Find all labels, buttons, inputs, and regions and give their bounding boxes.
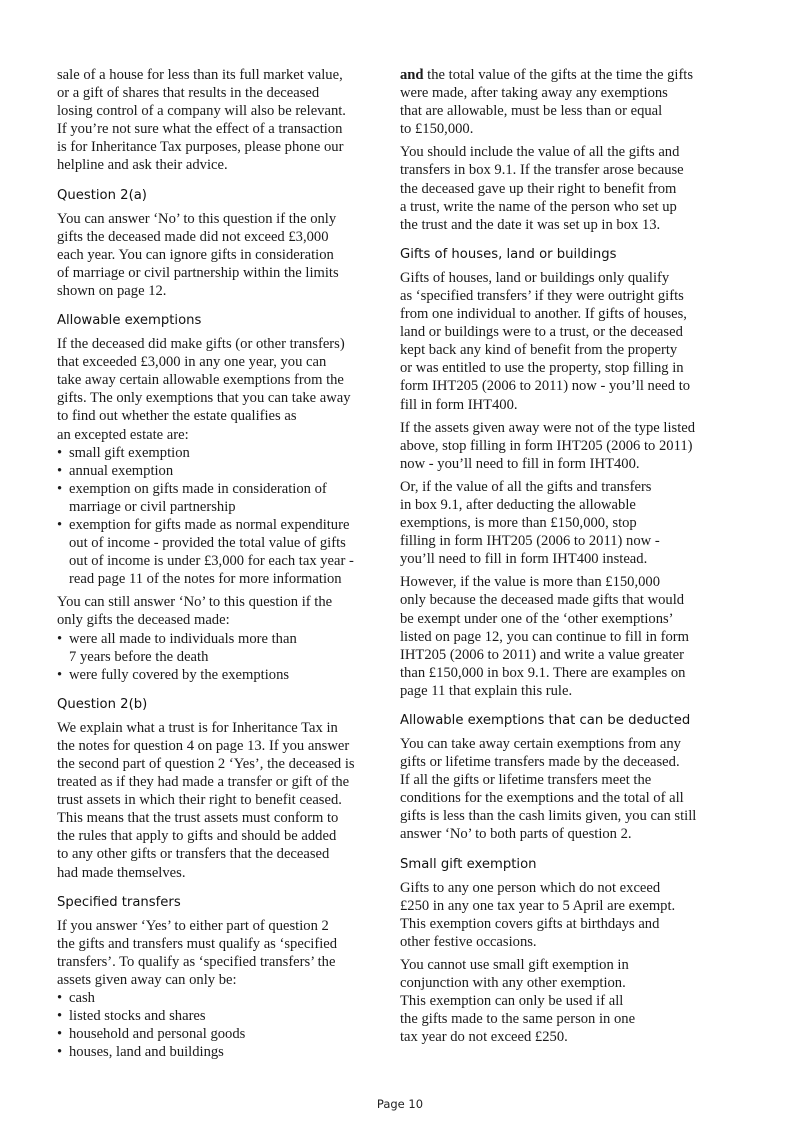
text-line: as ‘specified transfers’ if they were outright gifts — [400, 287, 684, 304]
list-item-text: out of income - provided the total value of gifts — [69, 535, 346, 552]
text-line: had made themselves. — [57, 864, 186, 881]
text-line: You can answer ‘No’ to this question if the only — [57, 210, 337, 227]
text-line: answer ‘No’ to both parts of question 2. — [400, 826, 632, 843]
text-line: listed on page 12, you can continue to fill in form — [400, 628, 689, 645]
text-line: the notes for question 4 on page 13. If you answer — [57, 737, 350, 754]
text-line: conditions for the exemptions and the total of all — [400, 790, 684, 807]
text-line: the second part of question 2 ‘Yes’, the deceased is — [57, 756, 355, 772]
text-line: gifts. The only exemptions that you can take away — [57, 390, 351, 407]
text-line: treated as if they had made a transfer or gift of the — [57, 774, 350, 791]
text-line: from one individual to another. If gifts of houses, — [400, 306, 687, 323]
list-item — [57, 516, 387, 588]
text-line: only gifts the deceased made: — [57, 612, 230, 629]
text-line: trust assets in which their right to benefit ceased. — [57, 792, 342, 809]
text-line: to any other gifts or transfers that the deceased — [57, 846, 330, 863]
list-item-text: read page 11 of the notes for more information — [69, 571, 342, 588]
text-line: that exceeded £3,000 in any one year, you can — [57, 354, 327, 371]
allowable-exemptions-paragraph — [57, 335, 387, 444]
deductible-exemptions-paragraph — [400, 735, 730, 844]
list-item — [57, 480, 387, 516]
list-item-text: household and personal goods — [69, 1026, 246, 1043]
text-line: the trust and the date it was set up in box 13. — [400, 216, 661, 233]
list-item — [57, 666, 387, 684]
text-line: page 11 that explain this rule. — [400, 682, 573, 699]
specified-transfers-list — [57, 989, 387, 1061]
text-line: You cannot use small gift exemption in — [400, 956, 629, 973]
not-type-listed-paragraph — [400, 419, 730, 473]
list-item-text: marriage or civil partnership — [69, 498, 236, 515]
text-line: filling in form IHT205 (2006 to 2011) now - — [400, 533, 660, 550]
right-column — [400, 66, 730, 1051]
text-line: to £150,000. — [400, 121, 474, 138]
left-column — [57, 66, 387, 1066]
text-line: losing control of a company will also be relevant. — [57, 103, 346, 120]
text-line: If the assets given away were not of the type listed — [400, 419, 696, 436]
text-line: land or buildings were to a trust, or the deceased — [400, 324, 683, 341]
question-2b-heading: Question 2(b) — [57, 696, 148, 712]
text-line: the gifts and transfers must qualify as ‘specified — [57, 935, 338, 952]
list-item-text: were fully covered by the exemptions — [69, 666, 290, 683]
text-line: an excepted estate are: — [57, 426, 189, 443]
text-line: gifts is less than the cash limits given, you can still — [400, 808, 697, 825]
text-line: fill in form IHT400. — [400, 396, 518, 413]
text-line: than £150,000 in box 9.1. There are examples on — [400, 664, 686, 681]
list-item-text: small gift exemption — [69, 444, 190, 461]
text-line: the gifts made to the same person in one — [400, 1011, 636, 1028]
bullet-icon: • — [57, 630, 63, 647]
text-line: You can still answer ‘No’ to this question if the — [57, 594, 333, 611]
text-line: take away certain allowable exemptions from the — [57, 372, 344, 389]
allowable-exemptions-heading: Allowable exemptions — [57, 313, 202, 329]
text-line: gifts or lifetime transfers made by the deceased. — [400, 754, 680, 771]
text-line: other festive occasions. — [400, 933, 537, 950]
intro-paragraph — [57, 66, 387, 175]
bullet-icon: • — [57, 666, 63, 683]
list-item-text: 7 years before the death — [69, 648, 209, 665]
still-answer-no-paragraph — [57, 593, 387, 629]
list-item-text: cash — [69, 990, 95, 1007]
include-value-paragraph — [400, 143, 730, 233]
text-line: This exemption covers gifts at birthdays and — [400, 915, 660, 932]
text-line: assets given away can only be: — [57, 971, 237, 988]
text-line: Or, if the value of all the gifts and transfers — [400, 478, 652, 495]
bullet-icon: • — [57, 1026, 63, 1043]
specified-transfers-paragraph — [57, 917, 387, 989]
list-item-text: exemption for gifts made as normal expenditure — [69, 516, 350, 533]
question-2a-paragraph — [57, 210, 387, 300]
continuation-paragraph — [400, 66, 730, 138]
text-line: This exemption can only be used if all — [400, 993, 624, 1010]
text-line: a trust, write the name of the person who set up — [400, 198, 677, 215]
specified-transfers-heading: Specified transfers — [57, 894, 181, 910]
text-line: now - you’ll need to fill in form IHT400. — [400, 455, 640, 472]
text-line: form IHT205 (2006 to 2011) now - you’ll need to — [400, 378, 691, 395]
text-line: Gifts to any one person which do not exceed — [400, 879, 661, 896]
text-line: shown on page 12. — [57, 282, 167, 299]
text-line: You should include the value of all the gifts and — [400, 144, 680, 161]
text-line: If the deceased did make gifts (or other transfers) — [57, 336, 345, 353]
text-line: transfers in box 9.1. If the transfer arose because — [400, 162, 684, 179]
list-item — [57, 1007, 387, 1025]
list-item-text: listed stocks and shares — [69, 1008, 206, 1025]
small-gift-paragraph — [400, 879, 730, 951]
bullet-icon: • — [57, 462, 63, 479]
bullet-icon: • — [57, 990, 63, 1007]
still-answer-no-list — [57, 630, 387, 684]
list-item — [57, 630, 387, 666]
text-line: conjunction with any other exemption. — [400, 975, 626, 992]
list-item — [57, 444, 387, 462]
continuation-first-line: the total value of the gifts at the time the gifts — [423, 67, 694, 83]
text-line: helpline and ask their advice. — [57, 157, 228, 174]
list-item-text: houses, land and buildings — [69, 1044, 224, 1061]
bullet-icon: • — [57, 1008, 63, 1025]
text-line: to find out whether the estate qualifies as — [57, 408, 297, 425]
deductible-exemptions-heading: Allowable exemptions that can be deducted — [400, 713, 691, 728]
bullet-icon: • — [57, 480, 63, 497]
text-line: If you’re not sure what the effect of a transaction — [57, 121, 343, 138]
page-number: Page 10 — [376, 1097, 424, 1111]
text-line: IHT205 (2006 to 2011) and write a value greater — [400, 646, 684, 663]
bullet-icon: • — [57, 444, 63, 461]
allowable-exemptions-list — [57, 444, 387, 589]
text-line: is for Inheritance Tax purposes, please phone our — [57, 139, 344, 156]
value-over-limit-paragraph — [400, 478, 730, 568]
text-line: You can take away certain exemptions from any — [400, 736, 681, 752]
list-item-text: out of income is under £3,000 for each tax year - — [69, 553, 354, 570]
text-line: you’ll need to fill in form IHT400 instead. — [400, 551, 648, 568]
question-2a-heading: Question 2(a) — [57, 187, 147, 203]
text-line: We explain what a trust is for Inheritance Tax in — [57, 719, 338, 736]
however-paragraph — [400, 573, 730, 700]
text-line: be exempt under one of the ‘other exemptions’ — [400, 610, 674, 627]
text-line: Gifts of houses, land or buildings only qualify — [400, 269, 670, 286]
text-line: If all the gifts or lifetime transfers meet the — [400, 772, 652, 789]
text-line: tax year do not exceed £250. — [400, 1029, 568, 1046]
list-item — [57, 462, 387, 480]
text-line: were made, after taking away any exemptions — [400, 85, 668, 102]
text-line: above, stop filling in form IHT205 (2006 to 2011) — [400, 437, 693, 454]
gifts-houses-paragraph — [400, 269, 730, 414]
text-line: However, if the value is more than £150,000 — [400, 574, 661, 591]
list-item-text: were all made to individuals more than — [69, 630, 297, 647]
text-line: This means that the trust assets must conform to — [57, 810, 339, 827]
bullet-icon: • — [57, 1044, 63, 1061]
text-line: transfers’. To qualify as ‘specified transfers’ the — [57, 953, 336, 970]
text-line: £250 in any one tax year to 5 April are exempt. — [400, 897, 676, 914]
list-item — [57, 989, 387, 1007]
list-item-text: annual exemption — [69, 462, 174, 479]
text-line: the deceased gave up their right to benefit from — [400, 180, 677, 197]
list-item-text: exemption on gifts made in consideration of — [69, 480, 327, 497]
text-line: gifts the deceased made did not exceed £3,000 — [57, 228, 329, 245]
text-line: kept back any kind of benefit from the property — [400, 342, 678, 359]
list-item — [57, 1043, 387, 1061]
text-line: exemptions, is more than £150,000, stop — [400, 515, 637, 532]
text-line: or a gift of shares that results in the deceased — [57, 85, 320, 102]
question-2b-paragraph — [57, 719, 387, 882]
small-gift-heading: Small gift exemption — [400, 856, 537, 872]
small-gift-conditions-paragraph — [400, 956, 730, 1046]
text-line: each year. You can ignore gifts in consideration — [57, 246, 334, 263]
text-line: the rules that apply to gifts and should be added — [57, 828, 337, 845]
text-line: or was entitled to use the property, stop filling in — [400, 360, 684, 377]
text-line: sale of a house for less than its full market value, — [57, 67, 343, 83]
gifts-houses-heading: Gifts of houses, land or buildings — [400, 246, 617, 262]
text-line: in box 9.1, after deducting the allowable — [400, 496, 636, 513]
continuation-bold-word: and — [400, 67, 424, 83]
text-line: that are allowable, must be less than or equal — [400, 103, 663, 120]
text-line: only because the deceased made gifts that would — [400, 592, 685, 609]
list-item — [57, 1025, 387, 1043]
bullet-icon: • — [57, 516, 63, 533]
text-line: If you answer ‘Yes’ to either part of question 2 — [57, 917, 329, 934]
text-line: of marriage or civil partnership within the limits — [57, 264, 339, 281]
